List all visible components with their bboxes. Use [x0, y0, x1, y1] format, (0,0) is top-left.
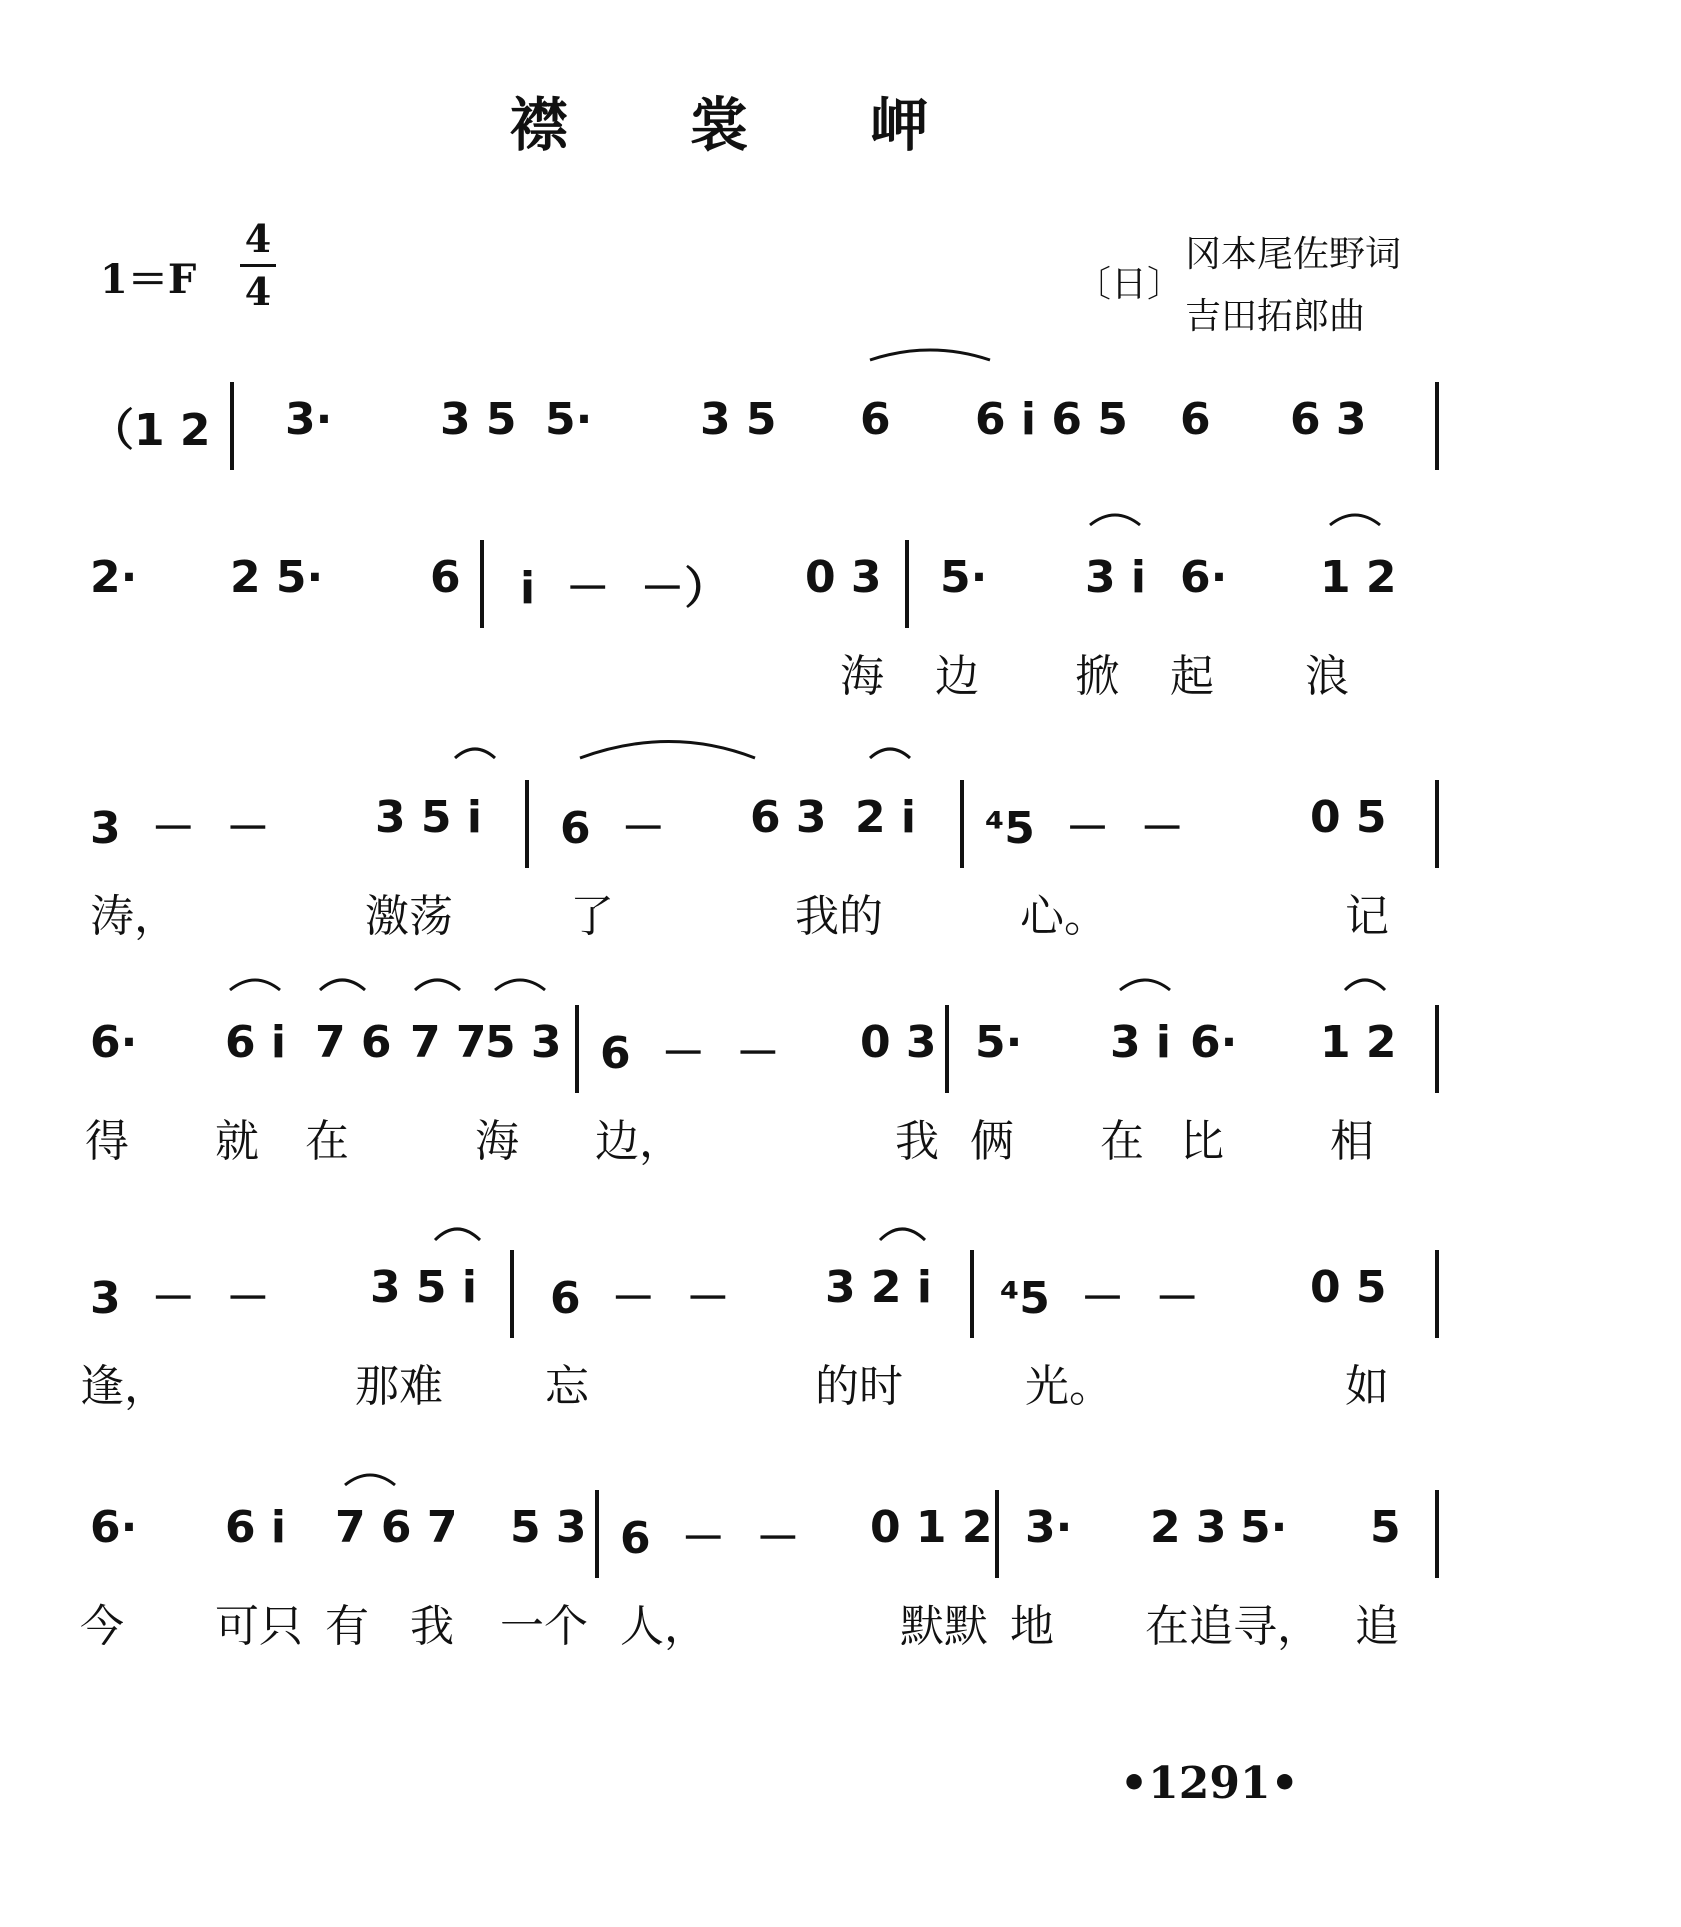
lyric-syllable: 地: [1010, 1601, 1054, 1652]
lyric-syllable: 海: [475, 1116, 519, 1167]
lyric-syllable: 记: [1345, 891, 1389, 942]
note-group: 7 6: [315, 1017, 392, 1068]
note-group: 3 － －: [90, 803, 270, 854]
note-group: 6 3: [1290, 394, 1367, 445]
lyric-syllable: 边: [935, 651, 979, 702]
lyric-syllable: 起: [1170, 651, 1214, 702]
note-group: 5 3: [510, 1502, 587, 1553]
lyric-syllable: 追: [1355, 1601, 1399, 1652]
slur-arc: [1345, 980, 1385, 990]
note-group: 2·: [90, 552, 138, 603]
lyric-syllable: 我: [410, 1601, 454, 1652]
slur-arc: [345, 1475, 395, 1485]
note-group: 3·: [1025, 1502, 1073, 1553]
note-group: 0 3: [805, 552, 882, 603]
lyric-syllable: 心。: [1020, 891, 1108, 942]
note-group: 6·: [1180, 552, 1228, 603]
lyric-syllable: 一个: [500, 1601, 588, 1652]
lyric-syllable: 相: [1330, 1116, 1374, 1167]
note-group: i － －）: [520, 563, 729, 614]
credit-composer: 吉田拓郎曲: [1185, 296, 1366, 337]
slur-arc: [580, 742, 755, 759]
lyric-syllable: 比: [1180, 1116, 1224, 1167]
lyric-syllable: 光。: [1025, 1361, 1113, 1412]
slur-arc: [870, 749, 910, 758]
slur-arc: [880, 1229, 925, 1240]
song-title: 襟裳岬: [510, 91, 1051, 159]
lyric-syllable: 今: [80, 1601, 124, 1652]
slur-arc: [455, 749, 495, 758]
lyric-syllable: 如: [1345, 1361, 1389, 1412]
slur-arc: [1120, 980, 1170, 990]
note-group: 2 3: [1150, 1502, 1227, 1553]
note-group: 0 1 2: [870, 1502, 993, 1553]
time-signature-denominator: 4: [244, 269, 272, 314]
lyric-syllable: 边，: [595, 1116, 683, 1167]
note-group: 3·: [285, 394, 333, 445]
lyric-syllable: 那难: [355, 1361, 443, 1412]
note-group: 1 2: [1320, 1017, 1397, 1068]
lyric-syllable: 有: [325, 1601, 369, 1652]
lyric-syllable: 的时: [815, 1361, 903, 1412]
note-group: 6 i 6 5: [975, 394, 1128, 445]
lyric-syllable: 掀: [1075, 651, 1119, 702]
lyric-syllable: 忘: [545, 1361, 589, 1412]
note-group: 6 i: [225, 1017, 287, 1068]
note-group: 6·: [1190, 1017, 1238, 1068]
note-group: 6 i: [225, 1502, 287, 1553]
note-group: 5·: [1240, 1502, 1288, 1553]
time-signature-numerator: 4: [240, 220, 276, 267]
note-group: 7 6 7: [335, 1502, 458, 1553]
note-group: 6: [430, 552, 461, 603]
lyric-syllable: 人，: [620, 1601, 708, 1652]
note-group: 5: [1370, 1502, 1401, 1553]
note-group: 0 5: [1310, 792, 1387, 843]
slur-arc: [435, 1229, 480, 1240]
note-group: 0 3: [860, 1017, 937, 1068]
note-group: 6 － －: [620, 1513, 800, 1564]
note-group: 3 2 i: [825, 1262, 932, 1313]
note-group: 6·: [90, 1017, 138, 1068]
lyric-syllable: 在追寻，: [1145, 1601, 1321, 1652]
lyric-syllable: 就: [215, 1116, 259, 1167]
note-group: 6: [1180, 394, 1211, 445]
note-group: 3 5 i: [370, 1262, 477, 1313]
note-group: 3 5: [440, 394, 517, 445]
lyric-syllable: 我的: [795, 891, 883, 942]
lyric-syllable: 得: [85, 1116, 129, 1167]
slur-arc: [1090, 515, 1140, 525]
note-group: 3 i: [1110, 1017, 1172, 1068]
note-group: 6 － －: [550, 1273, 730, 1324]
note-group: 1 2: [1320, 552, 1397, 603]
lyric-syllable: 在: [305, 1116, 349, 1167]
note-group: 6 － －: [600, 1028, 780, 1079]
note-group: 2 5·: [230, 552, 324, 603]
note-group: 2 i: [855, 792, 917, 843]
note-group: 0 5: [1310, 1262, 1387, 1313]
lyric-syllable: 默默: [900, 1601, 988, 1652]
page-number: •1291•: [1120, 1758, 1299, 1809]
credit-lyricist: 冈本尾佐野词: [1185, 234, 1402, 275]
lyric-syllable: 我: [895, 1116, 939, 1167]
lyric-syllable: 海: [840, 651, 884, 702]
slur-arc: [320, 980, 365, 990]
credit-country: 〔日〕: [1075, 264, 1184, 305]
slur-arc: [230, 980, 280, 990]
lyric-syllable: 浪: [1305, 651, 1349, 702]
note-group: 5·: [545, 394, 593, 445]
slur-arc: [495, 980, 545, 990]
note-group: 7 7: [410, 1017, 487, 1068]
note-group: 3 5 i: [375, 792, 482, 843]
note-group: 5·: [975, 1017, 1023, 1068]
slur-arc: [415, 980, 460, 990]
note-group: 6 －: [560, 803, 666, 854]
note-group: 3 － －: [90, 1273, 270, 1324]
note-group: 6·: [90, 1502, 138, 1553]
slur-arc: [870, 350, 990, 360]
lyric-syllable: 在: [1100, 1116, 1144, 1167]
note-group: 5·: [940, 552, 988, 603]
slur-arc: [1330, 515, 1380, 525]
lyric-syllable: 逢，: [80, 1361, 168, 1412]
lyric-syllable: 可只: [215, 1601, 303, 1652]
note-group: ⁴5 － －: [985, 803, 1185, 854]
key-signature: 1＝F: [100, 256, 197, 303]
lyric-syllable: 俩: [970, 1116, 1014, 1167]
note-group: ⁴5 － －: [1000, 1273, 1200, 1324]
lyric-syllable: 激荡: [365, 891, 453, 942]
lyric-syllable: 涛，: [90, 891, 178, 942]
note-group: 3 5: [700, 394, 777, 445]
lyric-syllable: 了: [570, 891, 614, 942]
note-group: 6 3: [750, 792, 827, 843]
note-group: 3 i: [1085, 552, 1147, 603]
note-group: 6: [860, 394, 891, 445]
note-group: （1 2: [90, 405, 211, 456]
note-group: 5 3: [485, 1017, 562, 1068]
